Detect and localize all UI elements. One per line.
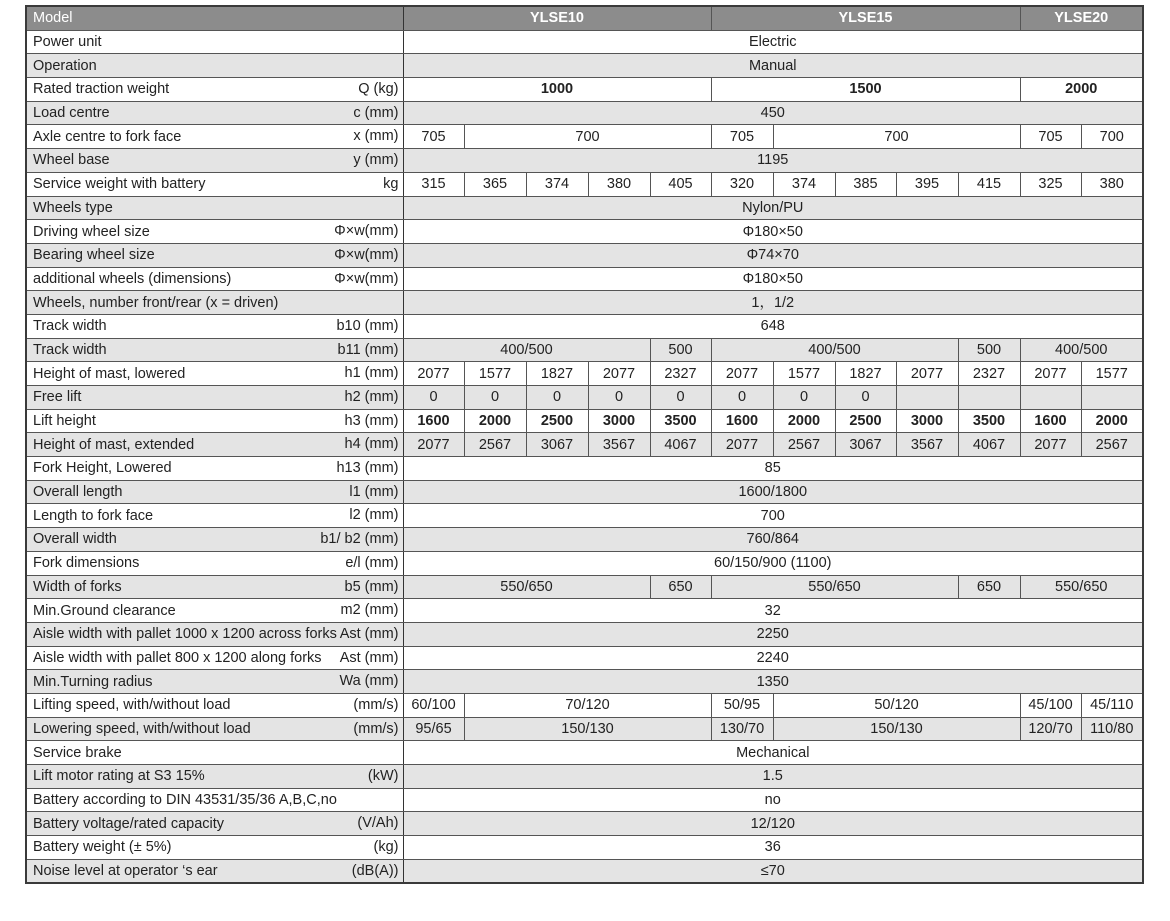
row-label	[26, 149, 403, 173]
value-cell: 45/110	[1081, 693, 1143, 717]
header-row	[26, 6, 1143, 30]
row-label	[26, 646, 403, 670]
value-cell: 400/500	[1020, 338, 1143, 362]
row-unit: (mm/s)	[353, 696, 399, 713]
value-cell: 385	[835, 172, 896, 196]
row-label	[26, 220, 403, 244]
value-cell: 2000	[1020, 78, 1143, 102]
row-label	[26, 409, 403, 433]
value-cell: 374	[773, 172, 835, 196]
value-cell: Nylon/PU	[403, 196, 1143, 220]
value-cell: ≤70	[403, 859, 1143, 883]
value-cell: 395	[896, 172, 958, 196]
row-label-text: Wheel base	[33, 152, 110, 169]
row-label	[26, 78, 403, 102]
value-cell: 3500	[958, 409, 1020, 433]
row-unit: (V/Ah)	[357, 815, 399, 832]
row-label	[26, 859, 403, 883]
value-cell: 2077	[1020, 433, 1081, 457]
value-cell: 1，1/2	[403, 291, 1143, 315]
value-cell: 150/130	[773, 717, 1020, 741]
table-row	[26, 693, 1143, 717]
table-row	[26, 765, 1143, 789]
table-row	[26, 836, 1143, 860]
row-label	[26, 267, 403, 291]
row-label-text: Wheels, number front/rear (x = driven)	[33, 294, 279, 311]
row-unit: (kg)	[373, 839, 399, 856]
value-cell: Manual	[403, 54, 1143, 78]
value-cell: 500	[650, 338, 711, 362]
value-cell: 1500	[711, 78, 1020, 102]
row-label-text: Track width	[33, 341, 107, 358]
row-unit: (kW)	[367, 768, 399, 784]
value-cell: 2500	[526, 409, 588, 433]
value-cell: 1827	[526, 362, 588, 386]
value-cell: 705	[403, 125, 464, 149]
row-label	[26, 30, 403, 54]
value-cell: 1600/1800	[403, 480, 1143, 504]
spec-table-body	[26, 6, 1143, 883]
row-unit: (mm/s)	[353, 720, 399, 737]
value-cell: 2240	[403, 646, 1143, 670]
value-cell: 70/120	[464, 693, 711, 717]
row-label	[26, 125, 403, 149]
row-unit: Φ×w(mm)	[334, 223, 399, 240]
value-cell: 2567	[1081, 433, 1143, 457]
row-label-text: Service weight with battery	[33, 176, 206, 193]
row-label	[26, 54, 403, 78]
table-row	[26, 243, 1143, 267]
model-header-ylse20: YLSE20	[1020, 6, 1143, 30]
table-row	[26, 30, 1143, 54]
value-cell	[1020, 386, 1081, 410]
value-cell: 650	[958, 575, 1020, 599]
row-label	[26, 338, 403, 362]
row-label	[26, 196, 403, 220]
spec-sheet	[25, 5, 1142, 884]
row-unit: c (mm)	[353, 104, 399, 121]
table-row	[26, 551, 1143, 575]
value-cell: 700	[464, 125, 711, 149]
row-label	[26, 362, 403, 386]
value-cell: 36	[403, 836, 1143, 860]
value-cell: 1600	[403, 409, 464, 433]
row-label-text: Height of mast, extended	[33, 436, 195, 453]
row-label-text: Lift height	[33, 413, 96, 430]
value-cell: 550/650	[403, 575, 650, 599]
row-label-text: Min.Turning radius	[33, 673, 153, 690]
table-row	[26, 504, 1143, 528]
row-unit: m2 (mm)	[340, 602, 399, 619]
table-row	[26, 788, 1143, 812]
model-header-ylse10: YLSE10	[403, 6, 711, 30]
value-cell: 705	[1020, 125, 1081, 149]
value-cell: 760/864	[403, 528, 1143, 552]
table-row	[26, 409, 1143, 433]
value-cell: Electric	[403, 30, 1143, 54]
value-cell: 32	[403, 599, 1143, 623]
value-cell: 1577	[773, 362, 835, 386]
value-cell: 650	[650, 575, 711, 599]
value-cell: 2077	[1020, 362, 1081, 386]
value-cell: 12/120	[403, 812, 1143, 836]
value-cell: 130/70	[711, 717, 773, 741]
value-cell: 2077	[588, 362, 650, 386]
value-cell: 60/100	[403, 693, 464, 717]
value-cell: 374	[526, 172, 588, 196]
row-label	[26, 243, 403, 267]
row-unit: Φ×w(mm)	[334, 270, 399, 287]
value-cell: 3500	[650, 409, 711, 433]
value-cell: 0	[835, 386, 896, 410]
row-unit: (dB(A))	[351, 862, 399, 879]
row-label-text: Fork Height, Lowered	[33, 460, 172, 477]
row-label-text: Operation	[33, 57, 97, 74]
row-label	[26, 528, 403, 552]
row-unit: x (mm)	[353, 128, 399, 145]
value-cell: 0	[773, 386, 835, 410]
row-label	[26, 433, 403, 457]
row-label-text: Width of forks	[33, 578, 122, 595]
row-label-text: Battery voltage/rated capacity	[33, 815, 225, 832]
row-label-text: Axle centre to fork face	[33, 128, 182, 145]
value-cell: 380	[1081, 172, 1143, 196]
value-cell: 2327	[650, 362, 711, 386]
value-cell: 3567	[588, 433, 650, 457]
table-row	[26, 362, 1143, 386]
row-label-text: Rated traction weight	[33, 81, 170, 98]
value-cell: 3067	[835, 433, 896, 457]
row-label-text: Aisle width with pallet 800 x 1200 along forks	[33, 649, 322, 666]
value-cell: 3000	[896, 409, 958, 433]
value-cell: 450	[403, 101, 1143, 125]
value-cell: 3000	[588, 409, 650, 433]
row-label	[26, 172, 403, 196]
value-cell: 2000	[464, 409, 526, 433]
table-row	[26, 267, 1143, 291]
row-label	[26, 693, 403, 717]
row-label-text: Driving wheel size	[33, 223, 150, 240]
value-cell: 2250	[403, 622, 1143, 646]
value-cell: 1000	[403, 78, 711, 102]
value-cell: 550/650	[1020, 575, 1143, 599]
value-cell: 2327	[958, 362, 1020, 386]
value-cell: 4067	[958, 433, 1020, 457]
row-unit: kg	[383, 175, 399, 192]
row-unit: b5 (mm)	[344, 578, 399, 595]
row-label	[26, 575, 403, 599]
row-label-text: Height of mast, lowered	[33, 365, 186, 382]
value-cell: 50/95	[711, 693, 773, 717]
table-row	[26, 457, 1143, 481]
row-label-text: Free lift	[33, 389, 82, 406]
table-row	[26, 338, 1143, 362]
row-unit: Wa (mm)	[339, 673, 399, 690]
value-cell: 1577	[1081, 362, 1143, 386]
spec-table	[25, 5, 1144, 884]
value-cell: 400/500	[403, 338, 650, 362]
value-cell: 0	[526, 386, 588, 410]
row-label	[26, 480, 403, 504]
table-row	[26, 291, 1143, 315]
table-row	[26, 528, 1143, 552]
value-cell: 2077	[711, 433, 773, 457]
table-row	[26, 717, 1143, 741]
table-row	[26, 196, 1143, 220]
value-cell: 2567	[464, 433, 526, 457]
row-unit: h4 (mm)	[344, 436, 399, 453]
row-label	[26, 670, 403, 694]
row-label-text: Overall length	[33, 484, 123, 501]
value-cell: 1350	[403, 670, 1143, 694]
value-cell: 0	[403, 386, 464, 410]
value-cell: 0	[650, 386, 711, 410]
value-cell: no	[403, 788, 1143, 812]
table-row	[26, 859, 1143, 883]
row-label-text: Length to fork face	[33, 507, 154, 524]
table-row	[26, 172, 1143, 196]
value-cell: 3567	[896, 433, 958, 457]
model-header-ylse15: YLSE15	[711, 6, 1020, 30]
value-cell: 4067	[650, 433, 711, 457]
value-cell: 2077	[403, 433, 464, 457]
table-row	[26, 314, 1143, 338]
value-cell: 325	[1020, 172, 1081, 196]
value-cell: 2000	[1081, 409, 1143, 433]
table-row	[26, 812, 1143, 836]
row-label-text: Lowering speed, with/without load	[33, 720, 251, 737]
table-row	[26, 599, 1143, 623]
value-cell: 1195	[403, 149, 1143, 173]
value-cell: 550/650	[711, 575, 958, 599]
value-cell: 405	[650, 172, 711, 196]
row-label	[26, 741, 403, 765]
value-cell: 2500	[835, 409, 896, 433]
row-label	[26, 101, 403, 125]
value-cell: Φ180×50	[403, 267, 1143, 291]
table-row	[26, 433, 1143, 457]
value-cell: 415	[958, 172, 1020, 196]
value-cell: 320	[711, 172, 773, 196]
row-label-text: Lifting speed, with/without load	[33, 697, 231, 714]
value-cell: 380	[588, 172, 650, 196]
row-label-text: Power unit	[33, 34, 102, 51]
row-unit: b1/ b2 (mm)	[320, 531, 399, 548]
table-row	[26, 149, 1143, 173]
row-label	[26, 812, 403, 836]
value-cell: 365	[464, 172, 526, 196]
value-cell: 110/80	[1081, 717, 1143, 741]
value-cell: 648	[403, 314, 1143, 338]
row-label	[26, 314, 403, 338]
row-unit: Ast (mm)	[339, 625, 399, 642]
value-cell: 2000	[773, 409, 835, 433]
value-cell: 1600	[1020, 409, 1081, 433]
value-cell: 1827	[835, 362, 896, 386]
value-cell: 3067	[526, 433, 588, 457]
value-cell: 50/120	[773, 693, 1020, 717]
value-cell: 2077	[403, 362, 464, 386]
value-cell: 400/500	[711, 338, 958, 362]
row-label	[26, 622, 403, 646]
row-label-text: Track width	[33, 318, 107, 335]
value-cell	[1081, 386, 1143, 410]
row-label	[26, 788, 403, 812]
value-cell: 150/130	[464, 717, 711, 741]
row-label	[26, 765, 403, 789]
table-row	[26, 670, 1143, 694]
row-unit: b11 (mm)	[337, 341, 399, 358]
row-unit: Q (kg)	[358, 81, 399, 98]
row-label	[26, 551, 403, 575]
value-cell: 705	[711, 125, 773, 149]
row-label	[26, 457, 403, 481]
row-unit: h3 (mm)	[344, 412, 399, 429]
value-cell: 1600	[711, 409, 773, 433]
table-row	[26, 78, 1143, 102]
table-row	[26, 54, 1143, 78]
row-unit: e/l (mm)	[345, 554, 399, 571]
row-label-text: Service brake	[33, 744, 122, 761]
row-unit: y (mm)	[353, 152, 399, 169]
value-cell: 2567	[773, 433, 835, 457]
value-cell: Φ74×70	[403, 243, 1143, 267]
row-unit: l1 (mm)	[349, 483, 399, 500]
value-cell	[896, 386, 958, 410]
table-row	[26, 480, 1143, 504]
row-label-text: Bearing wheel size	[33, 247, 155, 264]
row-unit: Φ×w(mm)	[334, 246, 399, 263]
row-label-text: Aisle width with pallet 1000 x 1200 across forks	[33, 626, 337, 643]
value-cell: Φ180×50	[403, 220, 1143, 244]
model-label: Model	[26, 6, 403, 30]
row-label	[26, 291, 403, 315]
row-label	[26, 386, 403, 410]
value-cell: Mechanical	[403, 741, 1143, 765]
row-label	[26, 504, 403, 528]
row-label-text: Overall width	[33, 531, 117, 548]
value-cell: 45/100	[1020, 693, 1081, 717]
row-label	[26, 599, 403, 623]
value-cell: 315	[403, 172, 464, 196]
table-row	[26, 125, 1143, 149]
row-unit: h13 (mm)	[336, 460, 399, 477]
value-cell: 60/150/900 (1100)	[403, 551, 1143, 575]
value-cell: 0	[588, 386, 650, 410]
row-unit: l2 (mm)	[349, 507, 399, 524]
value-cell: 85	[403, 457, 1143, 481]
table-row	[26, 646, 1143, 670]
value-cell: 700	[773, 125, 1020, 149]
table-row	[26, 622, 1143, 646]
value-cell: 0	[464, 386, 526, 410]
row-unit: Ast (mm)	[339, 649, 399, 666]
value-cell: 2077	[896, 362, 958, 386]
value-cell: 0	[711, 386, 773, 410]
value-cell: 700	[1081, 125, 1143, 149]
row-label-text: additional wheels (dimensions)	[33, 270, 232, 287]
row-label-text: Battery according to DIN 43531/35/36 A,B,C,no	[33, 792, 337, 809]
value-cell: 2077	[711, 362, 773, 386]
row-label-text: Min.Ground clearance	[33, 602, 176, 619]
row-label	[26, 836, 403, 860]
value-cell: 95/65	[403, 717, 464, 741]
value-cell: 120/70	[1020, 717, 1081, 741]
value-cell: 1.5	[403, 765, 1143, 789]
row-label-text: Wheels type	[33, 199, 113, 216]
table-row	[26, 741, 1143, 765]
value-cell	[958, 386, 1020, 410]
row-label-text: Load centre	[33, 105, 110, 122]
row-unit: h2 (mm)	[344, 389, 399, 405]
row-unit: h1 (mm)	[344, 365, 399, 382]
row-label-text: Noise level at operator ‘s ear	[33, 863, 218, 880]
row-label-text: Fork dimensions	[33, 555, 140, 572]
table-row	[26, 101, 1143, 125]
table-row	[26, 575, 1143, 599]
table-row	[26, 386, 1143, 410]
row-label-text: Lift motor rating at S3 15%	[33, 768, 205, 785]
value-cell: 700	[403, 504, 1143, 528]
row-label	[26, 717, 403, 741]
value-cell: 1577	[464, 362, 526, 386]
table-row	[26, 220, 1143, 244]
row-unit: b10 (mm)	[336, 317, 399, 334]
row-label-text: Battery weight (± 5%)	[33, 839, 172, 856]
value-cell: 500	[958, 338, 1020, 362]
